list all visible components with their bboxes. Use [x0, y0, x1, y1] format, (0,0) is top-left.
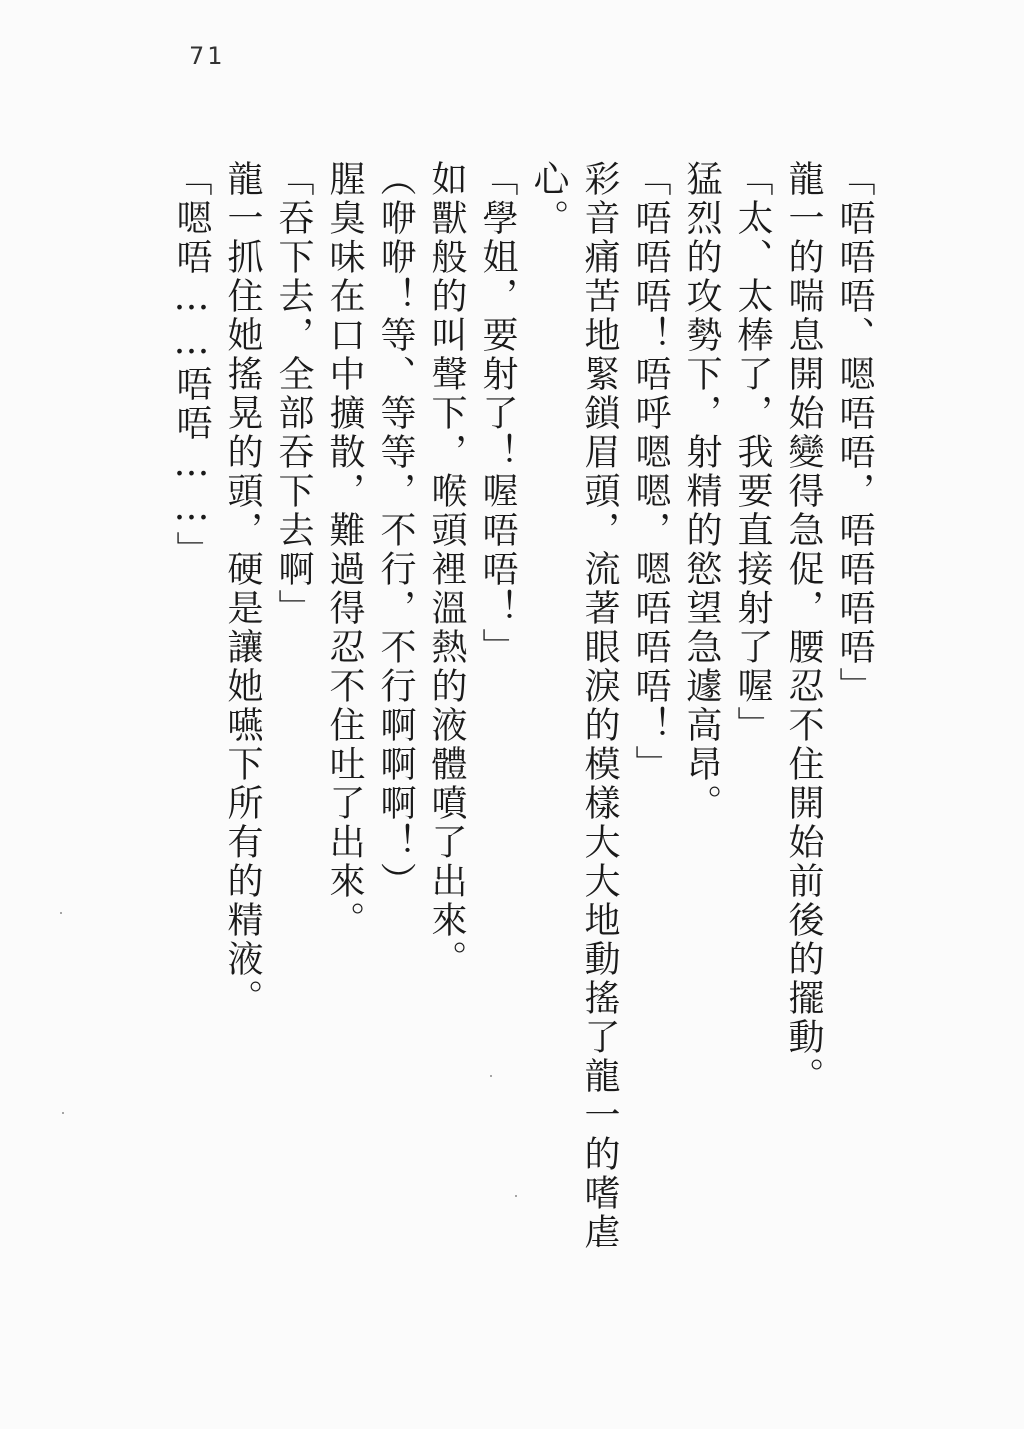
text-line: 「太、太棒了，我要直接射了喔」: [732, 160, 773, 745]
vertical-text-body: [140, 160, 880, 1320]
text-line: 猛烈的攻勢下，射精的慾望急遽高昂。: [681, 160, 722, 823]
text-line: 「唔唔唔！唔呼嗯嗯，嗯唔唔唔！」: [630, 160, 671, 784]
scan-speck: [62, 1112, 64, 1114]
text-line: 「學姐，要射了！喔唔唔！」: [477, 160, 518, 667]
text-line: 彩音痛苦地緊鎖眉頭，流著眼淚的模樣大大地動搖了龍一的嗜虐: [579, 160, 620, 1252]
scan-speck: [515, 1195, 517, 1197]
text-line: 心。: [528, 160, 569, 238]
text-line: 「唔唔唔、嗯唔唔，唔唔唔唔」: [834, 160, 875, 706]
text-line: 龍一抓住她搖晃的頭，硬是讓她嚥下所有的精液。: [222, 160, 263, 1018]
page-number: 71: [189, 42, 226, 70]
scan-speck: [60, 912, 62, 914]
scan-speck: [490, 1075, 492, 1077]
text-line: 如獸般的叫聲下，喉頭裡溫熱的液體噴了出來。: [426, 160, 467, 979]
text-line: （咿咿！等、等等，不行，不行啊啊啊！）: [375, 160, 416, 901]
text-line: 龍一的喘息開始變得急促，腰忍不住開始前後的擺動。: [783, 160, 824, 1096]
text-line: 「嗯唔……唔唔……」: [171, 160, 212, 570]
text-line: 腥臭味在口中擴散，難過得忍不住吐了出來。: [324, 160, 365, 940]
text-line: 「吞下去，全部吞下去啊」: [273, 160, 314, 628]
